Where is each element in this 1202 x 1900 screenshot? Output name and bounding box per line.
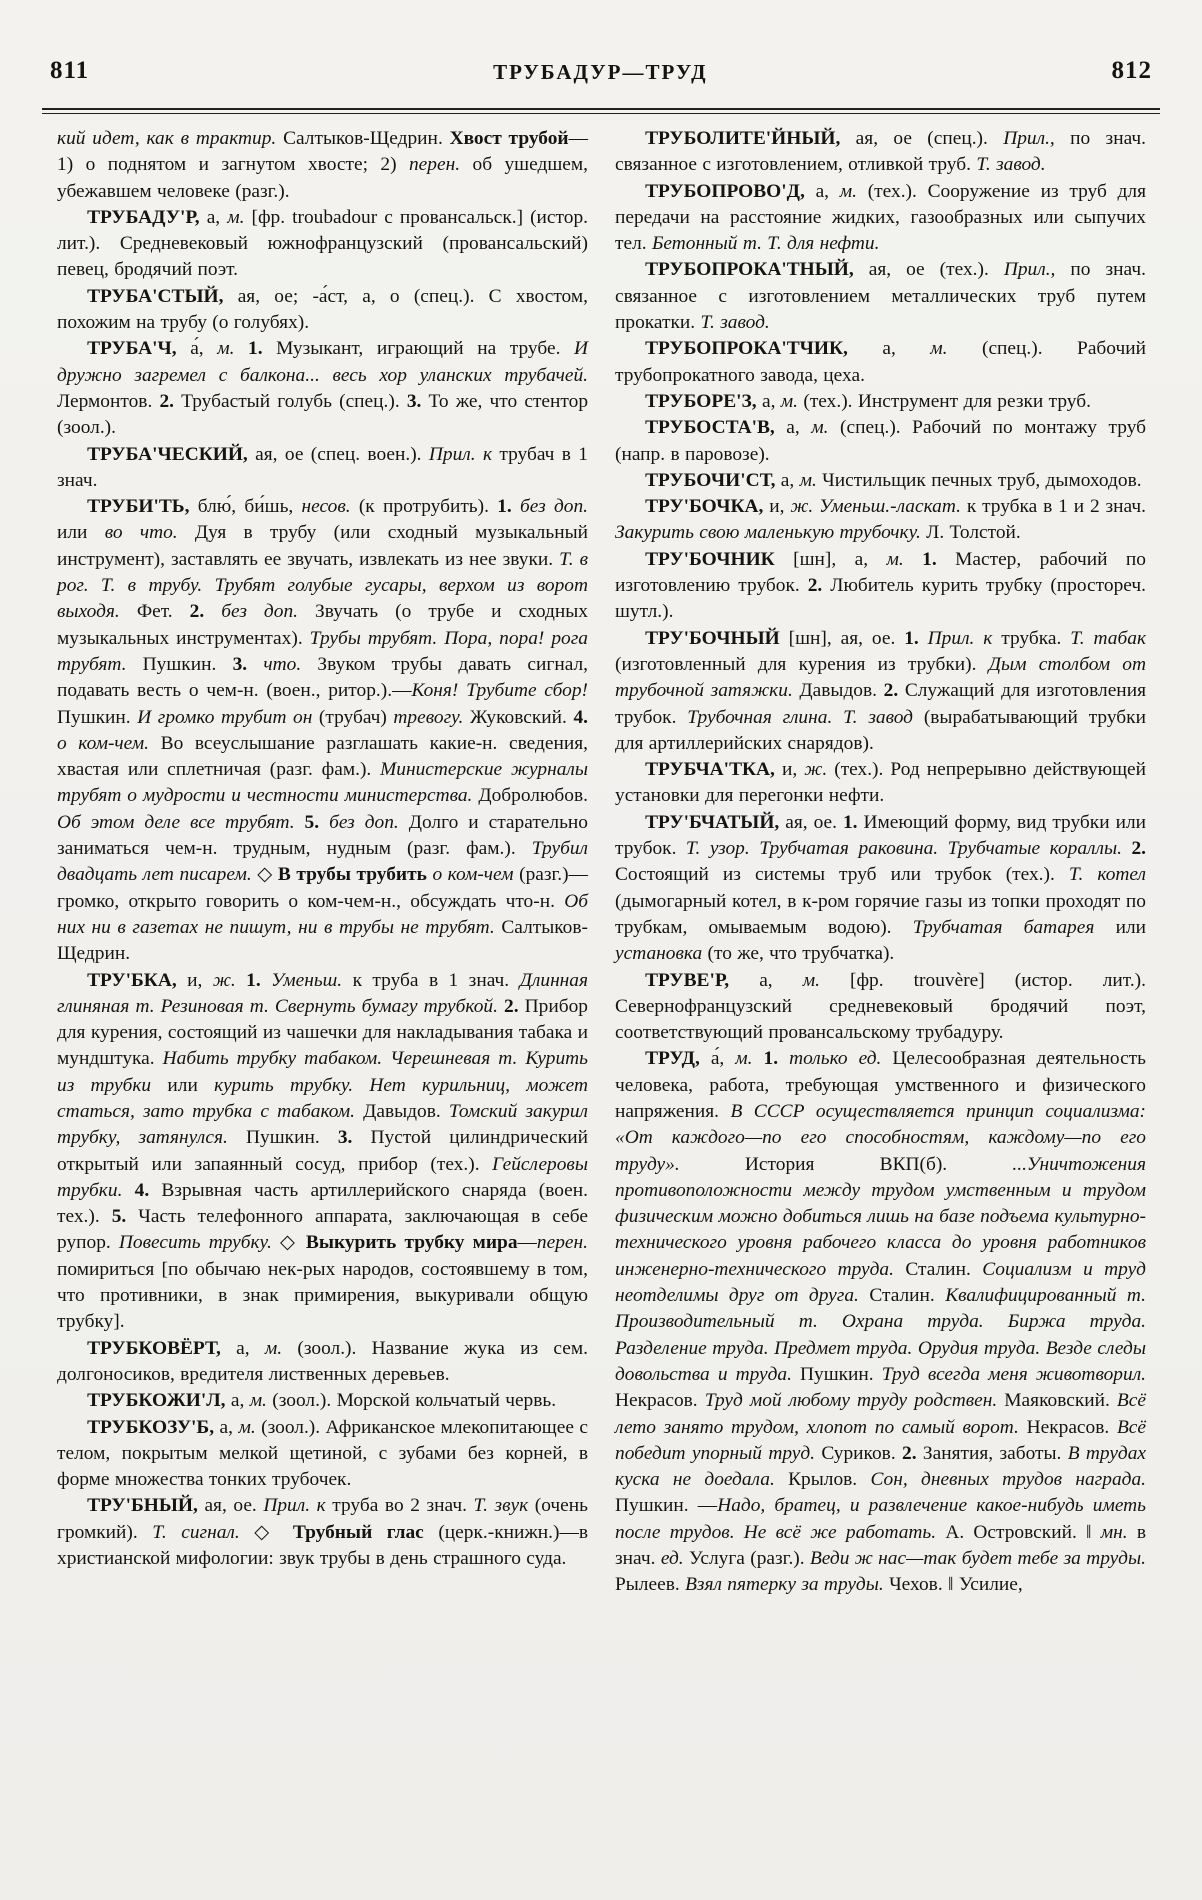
text-run: 5. [304, 811, 330, 833]
text-run: ая, ое (спец.). [855, 128, 1004, 149]
headword: ТРУ'БОЧКА, [645, 496, 770, 518]
text-run: по знач. связанное с изготовлением, отливкой труб. [615, 128, 1146, 176]
text-run: Лермонтов. [57, 390, 160, 412]
text-run: м. [802, 969, 820, 991]
text-run: Коня! Трубите сбор! [411, 680, 588, 702]
text-run: Рылеев. [615, 1574, 686, 1596]
text-run: Пушкин. [57, 706, 138, 728]
text-run: Т. завод. [976, 154, 1046, 176]
text-run: Дым столбом от трубочной затяжки. [615, 653, 1146, 702]
text-run: об ушедшем, убежавшем человеке (разг.). [57, 154, 588, 202]
text-run: Всё лето занято трудом, хлопот по самый ворот. [615, 1390, 1146, 1438]
text-run: ая, ое. [204, 1495, 264, 1517]
text-run: а, [815, 180, 840, 202]
text-run: Пушкин. [246, 1127, 338, 1149]
text-run: Томский закурил трубку, затянулся. [57, 1100, 588, 1149]
text-run: Суриков. [821, 1442, 902, 1464]
text-run: В СССР осуществляется принцип социализма: «От каждого—по его способностям, каждому—по его труду». [615, 1100, 1146, 1175]
dictionary-entry [57, 442, 588, 495]
dictionary-entry [615, 468, 1146, 494]
text-run: (зоол.). Название жука из сем. долгоносиков, вредителя лиственных деревьев. [57, 1337, 589, 1385]
headword: ТРУБОСТА'В, [645, 417, 787, 439]
headword: ТРУБОПРОКА'ТНЫЙ, [645, 259, 869, 281]
text-run: Целесообразная деятельность человека, работа, требующая умственного и физического напряжения. [615, 1048, 1146, 1122]
text-run: Пушкин. — [615, 1495, 718, 1517]
text-run: (разг.)—громко, открыто говорить о ком-чем-н., обсуждать что-н. [57, 864, 588, 912]
text-run: во что. [104, 522, 178, 544]
text-run: Об этом деле все трубят. [57, 811, 305, 833]
text-run: Жуковский. [469, 706, 574, 728]
page-header [50, 58, 1152, 83]
text-run: Бетонный т. Т. для нефти. [651, 233, 880, 255]
headword: ТРУ'БКА, [87, 969, 188, 991]
headword: ТРУБОПРОКА'ТЧИК, [645, 338, 883, 360]
headword: ТРУБОПРОВО'Д, [645, 180, 816, 202]
text-run: 1. [842, 811, 864, 833]
dictionary-entry [615, 547, 1146, 626]
headword: ТРУБКОВЁРТ, [87, 1337, 237, 1359]
text-run: 2. [807, 575, 831, 597]
text-run: Некрасов. [615, 1390, 705, 1412]
text-run: Закурить свою маленькую трубочку. [615, 522, 927, 544]
right-column [615, 126, 1146, 1599]
text-run: или [167, 1074, 215, 1096]
text-run: курить трубку. Нет курильниц, может статься, зато трубка с табаком. [57, 1074, 588, 1122]
text-run: трубач в 1 знач. [57, 443, 589, 491]
text-run: (тех.). Сооружение из труб для передачи на расстояние жидких, газообразных или сыпучих тел. [615, 180, 1146, 255]
text-run: ая, ое (тех.). [868, 259, 1004, 281]
text-run: —1) о поднятом и загнутом хвосте; 2) [57, 128, 588, 176]
text-run: Пушкин. [142, 653, 233, 675]
text-run: м. [811, 417, 829, 439]
text-run: — [517, 1232, 537, 1254]
text-run: История ВКП(б). [744, 1153, 1013, 1175]
text-run: блю́, би́шь, [197, 496, 302, 518]
text-run: м. [735, 1048, 764, 1070]
text-run: Надо, братец, и развлечение какое-нибудь иметь после трудов. Не всё же работать. [615, 1495, 1146, 1543]
text-run: без доп. [221, 601, 298, 623]
text-run: ж. Уменьш.-ласкат. [790, 496, 967, 518]
text-run: и, [769, 496, 791, 518]
text-run: в знач. [615, 1521, 1146, 1570]
text-run: В трудах куска не доедала. [615, 1442, 1147, 1491]
text-run: и, [781, 759, 805, 781]
text-run: ◇ [279, 1232, 306, 1254]
text-run: трубка. [1001, 627, 1071, 649]
text-run: м. [238, 1416, 256, 1438]
dictionary-entry [615, 626, 1146, 757]
text-run: ед. [660, 1548, 684, 1570]
text-run: (церк.-книжн.)—в христианской мифологии: звук трубы в день страшного суда. [57, 1521, 589, 1570]
text-run: ая, ое (спец. воен.). [255, 443, 429, 465]
text-run: Гейслеровы трубки. [57, 1153, 588, 1201]
text-run: м. [249, 1390, 267, 1412]
text-run: перен. [536, 1232, 588, 1254]
headword: ТРУ'БОЧНЫЙ [645, 627, 789, 649]
text-run: Об них ни в газетах не пишут, ни в трубы не трубят. [57, 890, 588, 938]
headword: ТРУБИ'ТЬ, [87, 496, 198, 518]
headword: ТРУ'БЧАТЫЙ, [645, 811, 786, 833]
text-run: а, [206, 206, 228, 228]
dictionary-entry [57, 205, 588, 284]
text-run: Давыдов. [799, 680, 884, 702]
text-run: Чистильщик печных труб, дымоходов. [816, 469, 1142, 491]
text-run: Имеющий форму, вид трубки или трубок. [615, 811, 1146, 860]
text-run: м. [217, 338, 249, 360]
text-run: Давыдов. [363, 1100, 449, 1122]
dictionary-entry [615, 968, 1146, 1047]
text-run: установка [615, 943, 708, 965]
left-page-number: 811 [50, 57, 90, 84]
text-run: 2. [883, 680, 905, 702]
headword: ТРУД, [645, 1048, 711, 1070]
text-run: или [57, 522, 105, 544]
text-run: ◇ [257, 864, 278, 886]
text-run: а́, [710, 1048, 736, 1070]
text-run: Министерские журналы трубят о мудрости и честности министерства. [57, 759, 588, 807]
text-run: м. [930, 338, 948, 360]
text-run: Труд всегда меня животворил. [881, 1363, 1146, 1385]
text-run: Длинная глиняная т. Резиновая т. Свернуть бумагу трубкой. [57, 969, 589, 1017]
text-run: Сон, дневных трудов награда. [870, 1469, 1146, 1491]
text-run: только ед. [789, 1048, 882, 1070]
text-run: а, [219, 1416, 239, 1438]
text-run: Трубный глас [292, 1521, 439, 1543]
text-run: Хвост трубой [449, 128, 569, 149]
text-run: без доп. [520, 496, 589, 518]
text-run: Труд мой любому труду родствен. [704, 1390, 1005, 1412]
text-run: 1. [922, 548, 956, 570]
text-run: (тех.). Инструмент для резки труб. [798, 390, 1091, 412]
text-run: (к протрубить). [350, 496, 498, 518]
text-run: 1. [497, 496, 521, 518]
text-run: Звучать (о трубе и сходных музыкальных инструментах). [57, 601, 588, 649]
headword: ТРУ'БОЧНИК [645, 548, 794, 570]
text-run: м. [799, 469, 817, 491]
text-run: 3. [232, 653, 264, 675]
dictionary-entry [57, 336, 588, 441]
text-run: Веди ж нас—так будет тебе за труды. [809, 1548, 1146, 1570]
text-run: (тех.). Род непрерывно действующей установки для перегонки нефти. [615, 759, 1146, 807]
text-run: [фр. trouvère] (истор. лит.). Севернофранцузский средневековый бродячий поэт, соответствующий провансальскому трубадуру. [615, 969, 1146, 1044]
text-run: (вырабатывающий трубки для артиллерийских снарядов). [615, 706, 1146, 754]
text-run: или [1115, 916, 1146, 938]
text-run: 3. [337, 1127, 371, 1149]
text-columns [57, 126, 1146, 1599]
headword: ТРУ'БНЫЙ, [87, 1495, 205, 1517]
text-run: Уменьш. [271, 969, 353, 991]
text-run: Прибор для курения, состоящий из чашечки для накладывания табака и мундштука. [57, 995, 588, 1070]
text-run: м. [264, 1337, 283, 1359]
text-run: Трубы трубят. Пора, пора! рога трубят. [57, 627, 588, 675]
text-run: кий идет, как в трактир. [57, 128, 284, 149]
text-run: [шн], ая, ое. [788, 627, 905, 649]
text-run: Трубочная глина. Т. завод [687, 706, 924, 728]
text-run: а́, [190, 338, 218, 360]
entry-continuation [57, 126, 588, 205]
headword: ТРУБКОЗУ'Б, [87, 1416, 220, 1438]
text-run: 2. [902, 1442, 923, 1464]
text-run: ая, ое. [785, 811, 843, 833]
text-run: Услуга (разг.). [683, 1548, 810, 1570]
text-run: Т. завод. [700, 312, 770, 334]
text-run: Т. в рог. Т. в трубу. Трубят голубые гусары, верхом из ворот выходя. [57, 548, 588, 623]
text-run: И дружно загремел с балкона... весь хор уланских трубачей. [57, 338, 589, 386]
text-run: 5. [111, 1206, 139, 1228]
text-run: несов. [301, 496, 351, 518]
dictionary-entry [57, 968, 588, 1336]
text-run: Трубчатая батарея [912, 916, 1116, 938]
text-run: Трубил двадцать лет писарем. [57, 838, 588, 886]
headword: ТРУБЧА'ТКА, [645, 759, 782, 781]
text-run: Прил. к [263, 1495, 333, 1517]
headword: ТРУБОРЕ'З, [645, 390, 762, 412]
text-run: по знач. связанное с изготовлением металлических труб путем прокатки. [615, 259, 1146, 334]
text-run: а, [786, 417, 812, 439]
text-run: А. Островский. ‖ [945, 1521, 1101, 1543]
text-run: В трубы трубить [277, 864, 433, 886]
text-run: Салтыков-Щедрин. [283, 128, 450, 149]
headword: ТРУБКОЖИ'Л, [87, 1390, 231, 1412]
text-run: Чехов. ‖ Усилие, [889, 1574, 1023, 1596]
text-run: Пустой цилиндрический открытый или запаянный сосуд, прибор (тех.). [57, 1127, 588, 1175]
left-column [57, 126, 588, 1599]
text-run: Сталин. [905, 1258, 983, 1280]
text-run: Квалифицированный т. Производительный т. Охрана труда. Биржа труда. Разделение труда. Предмет труда. Орудия труда. Везде следы довольства и труда. [615, 1285, 1147, 1385]
text-run: (зоол.). Африканское млекопитающее с телом, покрытым мелкой щетиной, с зубами без корней, в форме множества тонких трубочек. [57, 1416, 588, 1491]
dictionary-entry [615, 389, 1146, 415]
text-run: Прил. к [428, 443, 500, 465]
text-run: а, [761, 390, 781, 412]
dictionary-entry [615, 494, 1146, 547]
text-run: Т. котел [1068, 864, 1146, 886]
text-run: Дуя в трубу (или сходный музыкальный инструмент), заставлять ее звучать, извлекать из нее звуки. [57, 522, 588, 570]
text-run: 4. [134, 1179, 162, 1201]
text-run: Звуком трубы давать сигнал, подавать весть о чем-н. (воен., ритор.).— [57, 653, 588, 702]
text-run: Салтыков-Щедрин. [57, 916, 588, 965]
dictionary-entry [57, 284, 588, 337]
text-run: Мастер, рабочий по изготовлению трубок. [615, 548, 1146, 597]
dictionary-entry [57, 1415, 588, 1494]
text-run: помириться [по обычаю нек-рых народов, состоявшему в том, что противники, в знак примирения, выкуривали общую трубку]. [57, 1258, 588, 1333]
dictionary-entry [615, 810, 1146, 968]
headword: ТРУБА'Ч, [87, 338, 191, 360]
text-run: Прил., [1003, 259, 1056, 281]
headword: ТРУВЕ'Р, [645, 969, 760, 991]
text-run: м. [780, 390, 799, 412]
dictionary-entry [615, 126, 1146, 179]
text-run: 2. [504, 995, 525, 1017]
headword: ТРУБА'СТЫЙ, [87, 285, 238, 307]
text-run: 1. [246, 969, 272, 991]
dictionary-entry [57, 1493, 588, 1572]
text-run: (очень громкий). [57, 1495, 588, 1543]
text-run: (трубач) [318, 706, 394, 728]
text-run: Л. Толстой. [926, 522, 1021, 544]
text-run: Некрасов. [1026, 1416, 1117, 1438]
headword: ТРУБА'ЧЕСКИЙ, [87, 443, 256, 465]
text-run: а, [780, 469, 800, 491]
text-run: (изготовленный для курения из трубки). [615, 653, 989, 675]
text-run: 4. [573, 706, 588, 728]
right-page-number: 812 [1111, 57, 1152, 84]
text-run: м. [839, 180, 857, 202]
dictionary-entry [615, 1046, 1146, 1598]
dictionary-entry [57, 1336, 588, 1389]
text-run: Выкурить трубку мира [305, 1232, 518, 1254]
text-run: Пушкин. [800, 1363, 882, 1385]
text-run: тревогу. [393, 706, 470, 728]
text-run: И громко трубит он [137, 706, 319, 728]
text-run: Добролюбов. [478, 785, 588, 807]
text-run: о ком-чем [432, 864, 520, 886]
headword: ТРУБОЛИТЕ'ЙНЫЙ, [645, 128, 856, 149]
running-head: ТРУБАДУР—ТРУД [493, 60, 708, 84]
text-run: м. [886, 548, 923, 570]
text-run: Т. узор. Трубчатая раковина. Трубчатые кораллы. [685, 838, 1132, 860]
text-run: Состоящий из системы труб или трубок (тех.). [615, 864, 1069, 886]
text-run: (то же, что трубчатка). [707, 943, 895, 965]
dictionary-entry [615, 415, 1146, 468]
dictionary-entry [57, 494, 588, 967]
headword: ТРУБОЧИ'СТ, [645, 469, 781, 491]
text-run: (дымогарный котел, в к-ром горячие газы из топки проходят по трубкам, омываемым водою). [615, 890, 1146, 938]
text-run: а, [882, 338, 931, 360]
text-run: 2. [189, 601, 222, 623]
text-run: ж. [212, 969, 247, 991]
text-run: ...Уничтожения противоположности между трудом умственным и трудом физическим можно добиться лишь на базе подъема культурно-технического уровня рабочего класса до уровня работников инженерно-технического труда. [615, 1153, 1146, 1280]
dictionary-entry [615, 336, 1146, 389]
text-run: к трубка в 1 и 2 знач. [966, 496, 1146, 518]
text-run: о ком-чем. [57, 732, 150, 754]
text-run: Т. звук [473, 1495, 535, 1517]
text-run: Любитель курить трубку (простореч. шутл.). [615, 575, 1146, 623]
headword: ТРУБАДУ'Р, [87, 206, 207, 228]
text-run: 3. [406, 390, 429, 412]
text-run: (спец.). Рабочий трубопрокатного завода, цеха. [615, 338, 1146, 386]
text-run: а, [759, 969, 803, 991]
dictionary-entry [615, 257, 1146, 336]
text-run: Маяковский. [1004, 1390, 1117, 1412]
dictionary-entry [615, 757, 1146, 810]
text-run: а, [230, 1390, 250, 1412]
text-run: Трубастый голубь (спец.). [181, 390, 407, 412]
text-run: к труба в 1 знач. [352, 969, 520, 991]
text-run: 2. [1131, 838, 1146, 860]
text-run: 2. [159, 390, 182, 412]
text-run: Т. табак [1070, 627, 1147, 649]
text-run: Т. сигнал. [152, 1521, 255, 1543]
text-run: труба во 2 знач. [332, 1495, 474, 1517]
text-run: перен. [408, 154, 461, 176]
text-run: Социализм и труд неотделимы друг от друга. [615, 1258, 1146, 1307]
text-run: без доп. [329, 811, 399, 833]
text-run: Взрывная часть артиллерийского снаряда (воен. тех.). [57, 1179, 588, 1228]
text-run: (спец.). Рабочий по монтажу труб (напр. в паровозе). [615, 417, 1146, 465]
text-run: Сталин. [869, 1285, 946, 1307]
text-run: Во всеуслышание разглашать какие-н. сведения, хвастая или сплетничая (разг. фам.). [57, 732, 588, 781]
text-run: 1. [248, 338, 277, 360]
text-run: ая, ое; -а́ст, а, о (спец.). С хвостом, похожим на трубу (о голубях). [57, 285, 588, 334]
text-run: Повесить трубку. [118, 1232, 280, 1254]
text-run: Набить трубку табаком. Черешневая т. Курить из трубки [57, 1048, 588, 1096]
text-run: мн. [1100, 1521, 1128, 1543]
text-run: и, [187, 969, 213, 991]
text-run: ж. [804, 759, 828, 781]
text-run: [шн], а, [793, 548, 887, 570]
text-run: Крылов. [788, 1469, 871, 1491]
text-run: а, [236, 1337, 265, 1359]
dictionary-entry [57, 1388, 588, 1414]
header-double-rule [42, 108, 1160, 114]
text-run: То же, что стентор (зоол.). [57, 390, 589, 439]
text-run: что. [263, 653, 302, 675]
text-run: Взял пятерку за труды. [685, 1574, 890, 1596]
text-run: Служащий для изготовления трубок. [615, 680, 1146, 728]
text-run: Занятия, заботы. [922, 1442, 1068, 1464]
text-run: Фет. [136, 601, 190, 623]
text-run: Всё победит упорный труд. [615, 1416, 1146, 1464]
text-run: 1. [763, 1048, 790, 1070]
dictionary-entry [615, 179, 1146, 258]
text-run: Часть телефонного аппарата, заключающая в себе рупор. [57, 1206, 588, 1254]
text-run: Долго и старательно заниматься чем-н. трудным, нудным (разг. фам.). [57, 811, 589, 860]
text-run: 1. [904, 627, 928, 649]
text-run: (зоол.). Морской кольчатый червь. [266, 1390, 557, 1412]
text-run: Музыкант, играющий на трубе. [276, 338, 574, 360]
text-run: [фр. troubadour с провансальск.] (истор. лит.). Средневековый южнофранцузский (провансальский) певец, бродячий поэт. [57, 206, 588, 281]
text-run: Прил. к [927, 627, 1002, 649]
text-run: м. [227, 206, 245, 228]
text-run: ◇ [254, 1521, 293, 1543]
text-run: Прил., [1003, 128, 1055, 149]
